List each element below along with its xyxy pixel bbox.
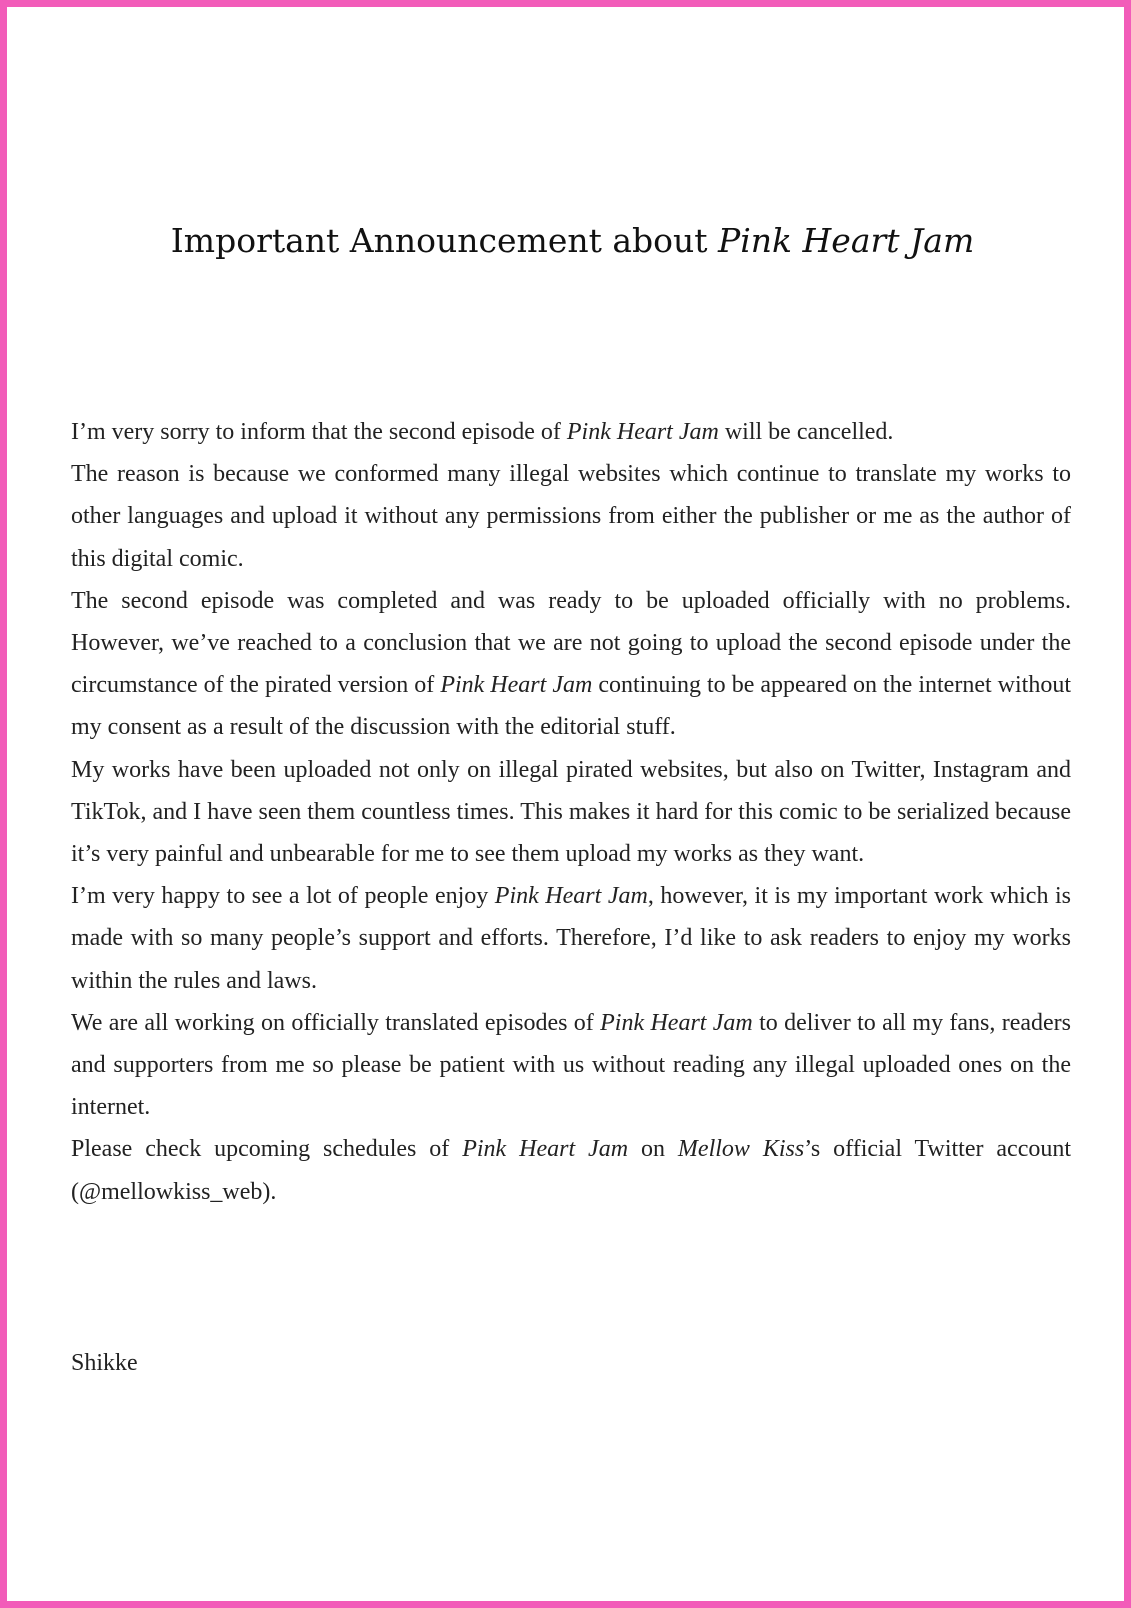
body-paragraph [71,875,1071,1002]
body-paragraph [71,411,1071,453]
paragraph-text: We are all working on officially translated episodes of [71,1009,601,1036]
italic-title-ref: Pink Heart Jam [600,1009,753,1036]
body-paragraph [71,580,1071,749]
title-italic-work: Pink Heart Jam [718,221,975,260]
author-signature: Shikke [71,1350,138,1376]
paragraph-text: The reason is because we conformed many illegal websites which continue to translate my works to other languages and upload it without any permissions from either the publisher or me as the author of this digital comic. [71,461,1071,572]
body-paragraph [71,1128,1071,1212]
title-prefix: Important Announcement about [170,221,719,260]
italic-title-ref: Pink Heart Jam [462,1136,629,1163]
paragraph-text: ’s official Twitter account (@mellowkiss_web). [71,1136,1072,1205]
paragraph-text: to deliver to all my fans, readers and supporters from me so please be patient with us without reading any illegal uploaded ones on the internet. [71,1009,1072,1121]
paragraph-text: will be cancelled. [718,419,894,445]
paragraph-text: , however, it is my important work which is made with so many people’s support and efforts. Therefore, I’d like to ask readers to enjoy my works within the rules and laws. [71,883,1071,994]
body-paragraph [71,1002,1071,1129]
announcement-body [71,411,1071,1213]
italic-title-ref: Pink Heart Jam [440,672,593,699]
italic-title-ref: Pink Heart Jam [566,419,719,445]
body-paragraph [71,453,1071,580]
paragraph-text: The second episode was completed and was ready to be uploaded officially with no problems. However, we’ve reached to a conclusion that we are not going to upload the second episode under the circumstance of the pirated version of [71,587,1071,699]
page-title [7,219,1131,263]
paragraph-text: on [628,1136,678,1163]
paragraph-text: I’m very happy to see a lot of people enjoy [71,883,495,910]
paragraph-text: My works have been uploaded not only on illegal pirated websites, but also on Twitter, Instagram and TikTok, and I have seen them countless times. This makes it hard for this comic to be serialized because it’s very painful and unbearable for me to see them upload my works as they want. [71,756,1071,868]
paragraph-text: Please check upcoming schedules of [71,1136,463,1163]
body-paragraph [71,749,1071,876]
paragraph-text: continuing to be appeared on the internet without my consent as a result of the discussion with the editorial stuff. [71,672,1071,741]
italic-title-ref: Mellow Kiss [677,1136,805,1163]
italic-title-ref: Pink Heart Jam [494,883,648,910]
paragraph-text: I’m very sorry to inform that the second episode of [71,419,567,445]
